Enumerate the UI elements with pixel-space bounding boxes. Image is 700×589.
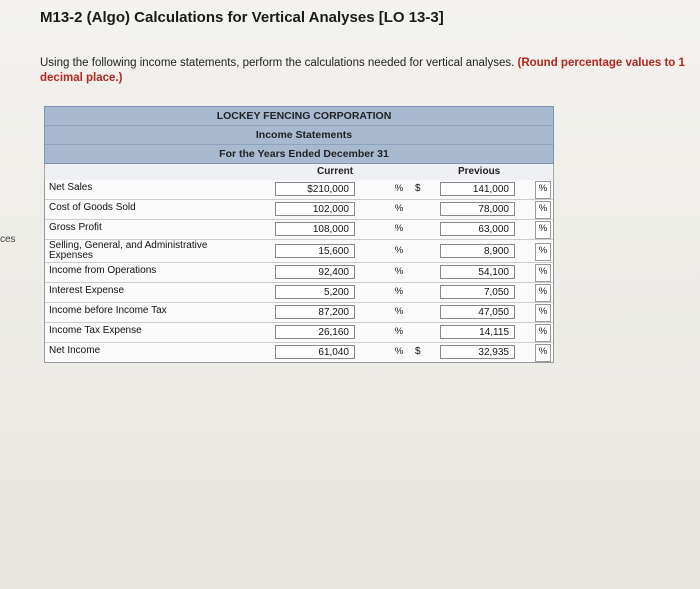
table-row <box>45 343 553 362</box>
previous-percent-symbol: % <box>538 306 548 317</box>
row-label: Income before Income Tax <box>49 305 167 316</box>
col-previous: Previous <box>458 166 501 177</box>
previous-percent-symbol: % <box>538 183 548 194</box>
current-amount: 61,040 <box>275 345 355 359</box>
current-percent-symbol: % <box>394 326 404 337</box>
statement-header <box>44 106 554 164</box>
table-row <box>45 303 553 323</box>
current-amount: 87,200 <box>275 305 355 319</box>
current-percent-symbol: % <box>394 346 404 357</box>
previous-percent-symbol: % <box>538 266 548 277</box>
current-percent-symbol: % <box>394 266 404 277</box>
row-label: Selling, General, and Administrative Expenses <box>49 240 208 261</box>
side-text: ces <box>0 234 16 245</box>
previous-dollar-symbol: $ <box>415 346 421 357</box>
previous-amount: 7,050 <box>440 285 515 299</box>
previous-amount: 8,900 <box>440 244 515 258</box>
row-label: Gross Profit <box>49 222 102 233</box>
current-percent-symbol: % <box>394 203 404 214</box>
row-label: Net Income <box>49 345 101 356</box>
current-percent-symbol: % <box>394 286 404 297</box>
instructions-emphasis: (Round percentage values to 1 decimal place.) <box>40 57 685 84</box>
instructions-text: Using the following income statements, perform the calculations needed for vertical analyses. <box>40 57 515 69</box>
current-amount: 5,200 <box>275 285 355 299</box>
table-row <box>45 240 553 263</box>
table-row <box>45 283 553 303</box>
previous-percent-symbol: % <box>538 326 548 337</box>
previous-percent-symbol: % <box>538 245 548 256</box>
statement-period: For the Years Ended December 31 <box>219 148 389 160</box>
statement-name: Income Statements <box>45 126 553 145</box>
previous-amount: 63,000 <box>440 222 515 236</box>
current-amount: 15,600 <box>275 244 355 258</box>
instructions <box>40 56 690 86</box>
current-percent-symbol: % <box>394 183 404 194</box>
row-label: Income from Operations <box>49 265 157 276</box>
previous-amount: 78,000 <box>440 202 515 216</box>
previous-dollar-symbol: $ <box>415 183 421 194</box>
table-row <box>45 220 553 240</box>
previous-percent-symbol: % <box>538 203 548 214</box>
previous-amount: 54,100 <box>440 265 515 279</box>
row-label: Interest Expense <box>49 285 125 296</box>
col-current: Current <box>317 166 354 177</box>
page-title: M13-2 (Algo) Calculations for Vertical Analyses [LO 13-3] <box>40 9 444 26</box>
previous-amount: 47,050 <box>440 305 515 319</box>
current-amount: 108,000 <box>275 222 355 236</box>
row-label: Net Sales <box>49 182 93 193</box>
company-name: LOCKEY FENCING CORPORATION <box>45 107 553 126</box>
current-amount: $210,000 <box>275 182 355 196</box>
previous-percent-symbol: % <box>538 346 548 357</box>
column-headers <box>44 164 554 180</box>
row-label: Income Tax Expense <box>49 325 142 336</box>
table-row <box>45 323 553 343</box>
table-row <box>45 263 553 283</box>
current-amount: 26,160 <box>275 325 355 339</box>
current-percent-symbol: % <box>394 223 404 234</box>
current-percent-symbol: % <box>394 306 404 317</box>
current-amount: 102,000 <box>275 202 355 216</box>
previous-amount: 32,935 <box>440 345 515 359</box>
row-label: Cost of Goods Sold <box>49 202 136 213</box>
previous-percent-symbol: % <box>538 223 548 234</box>
current-amount: 92,400 <box>275 265 355 279</box>
table-row <box>45 200 553 220</box>
table-row <box>45 180 553 200</box>
income-statement-table <box>44 106 554 363</box>
previous-amount: 141,000 <box>440 182 515 196</box>
previous-percent-symbol: % <box>538 286 548 297</box>
current-percent-symbol: % <box>394 245 404 256</box>
statement-rows <box>44 180 554 363</box>
previous-amount: 14,115 <box>440 325 515 339</box>
